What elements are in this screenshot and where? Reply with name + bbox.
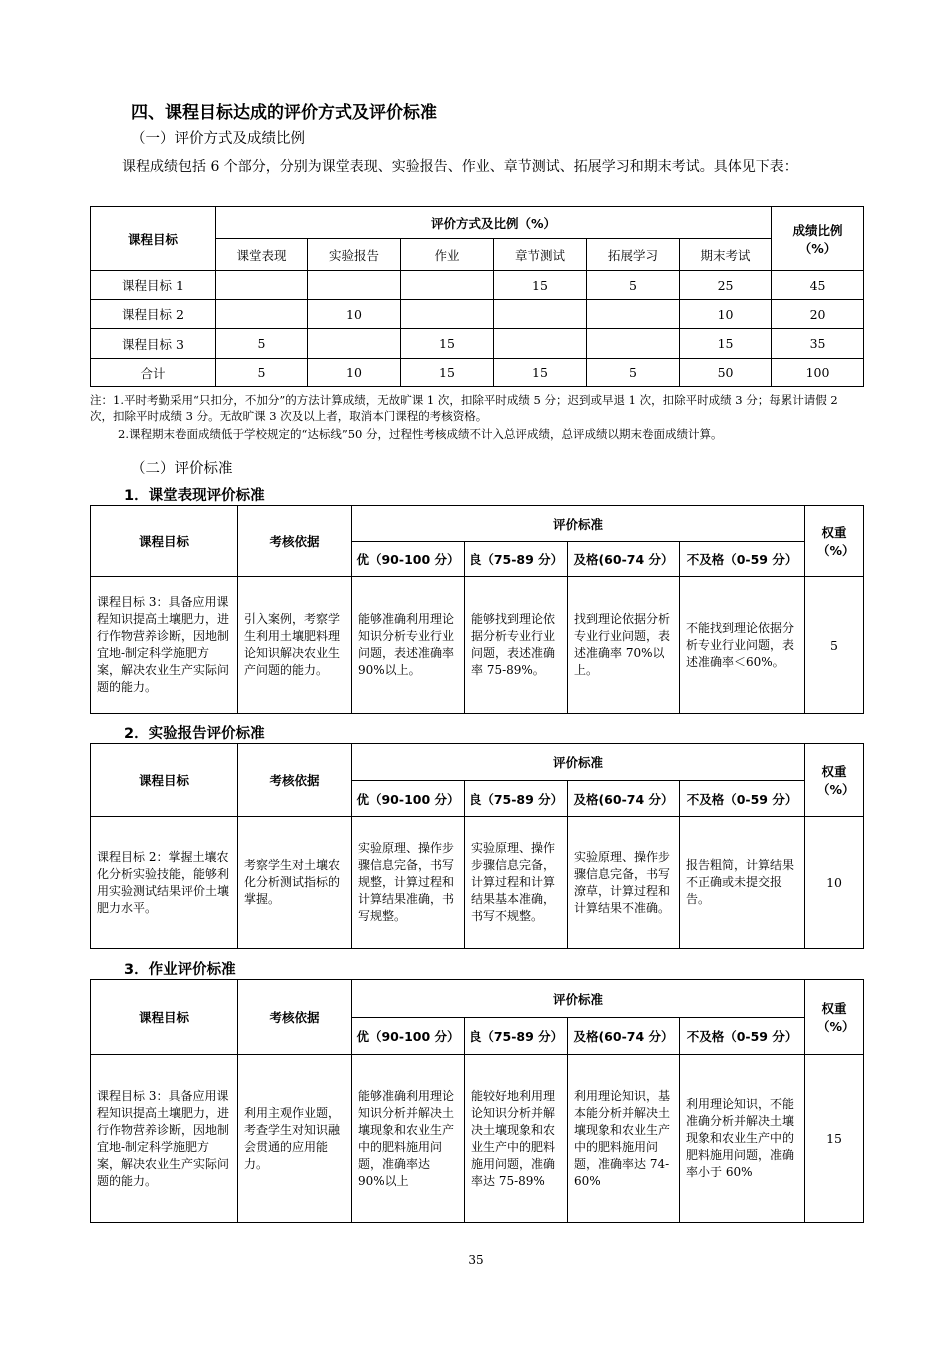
fail-cell: 报告粗简，计算结果不正确或未提交报告。 (680, 817, 805, 949)
table-cell (308, 271, 401, 300)
table-cell: 15 (401, 359, 494, 387)
table-row (91, 1055, 864, 1223)
table-row (91, 329, 864, 359)
table-row (91, 817, 864, 949)
row-label: 课程目标 2 (91, 300, 216, 329)
target-cell: 课程目标 3：具备应用课程知识提高土壤肥力，进行作物营养诊断，因地制宜地-制定科学施肥方案，解决农业生产实际问题的能力。 (91, 577, 238, 714)
table-cell: 50 (680, 359, 772, 387)
note-attendance: 注：1.平时考勤采用“只扣分，不加分”的方法计算成绩，无故旷课 1 次，扣除平时成绩 5 分；迟到或早退 1 次，扣除平时成绩 3 分；每累计请假 2 次，扣除平时成绩 3 分。无故旷课 3 次及以上者，取消本门课程的考核资格。 (90, 393, 838, 423)
note-final-exam: 2.课程期末卷面成绩低于学校规定的“达标线”50 分，过程性考核成绩不计入总评成绩，总评成绩以期末卷面成绩计算。 (118, 427, 723, 441)
pass-cell: 找到理论依据分析专业行业问题，表述准确率 70%以上。 (568, 577, 680, 714)
page-number: 35 (468, 1253, 484, 1267)
table-cell: 5 (587, 359, 680, 387)
section-title: 四、课程目标达成的评价方式及评价标准 (131, 103, 437, 123)
intro-paragraph: 课程成绩包括 6 个部分，分别为课堂表现、实验报告、作业、章节测试、拓展学习和期末考试。具体见下表： (122, 159, 798, 175)
table-cell: 15 (494, 271, 587, 300)
table-cell: 15 (401, 329, 494, 359)
classroom-criteria-table (90, 505, 864, 714)
header-course-target: 课程目标 (91, 506, 238, 577)
lab-report-criteria-title: 2．实验报告评价标准 (124, 726, 265, 742)
table-row (91, 359, 864, 387)
header-basis: 考核依据 (238, 980, 352, 1055)
homework-criteria-table (90, 979, 864, 1223)
excellent-cell: 能够准确利用理论知识分析并解决土壤现象和农业生产中的肥料施用问题，准确率达 90%以上 (352, 1055, 465, 1223)
header-fail: 不及格（0-59 分） (680, 542, 805, 577)
table-cell (587, 329, 680, 359)
table-cell: 5 (216, 329, 308, 359)
header-pass: 及格(60-74 分） (568, 1018, 680, 1055)
fail-cell: 利用理论知识，不能准确分析并解决土壤现象和农业生产中的肥料施用问题，准确率小于 60% (680, 1055, 805, 1223)
classroom-criteria-title: 1．课堂表现评价标准 (124, 488, 265, 504)
table-cell (216, 271, 308, 300)
header-course-target: 课程目标 (91, 207, 216, 271)
weight-cell: 5 (805, 577, 864, 714)
excellent-cell: 能够准确利用理论知识分析专业行业问题，表述准确率 90%以上。 (352, 577, 465, 714)
homework-criteria-title: 3．作业评价标准 (124, 962, 236, 978)
table-cell: 45 (772, 271, 864, 300)
table-cell: 25 (680, 271, 772, 300)
header-excellent: 优（90-100 分） (352, 781, 465, 817)
good-cell: 能较好地利用理论知识分析并解决土壤现象和农业生产中的肥料施用问题，准确率达 75-89% (465, 1055, 568, 1223)
header-pass: 及格(60-74 分） (568, 781, 680, 817)
header-criteria: 评价标准 (352, 980, 805, 1018)
target-cell: 课程目标 3：具备应用课程知识提高土壤肥力，进行作物营养诊断，因地制宜地-制定科学施肥方案，解决农业生产实际问题的能力。 (91, 1055, 238, 1223)
col-header: 期末考试 (680, 239, 772, 271)
table-cell: 5 (587, 271, 680, 300)
table-cell: 20 (772, 300, 864, 329)
row-label: 课程目标 3 (91, 329, 216, 359)
header-weight: 权重（%） (805, 506, 864, 577)
table-cell (401, 300, 494, 329)
header-weight: 权重（%） (805, 744, 864, 817)
pass-cell: 利用理论知识，基本能分析并解决土壤现象和农业生产中的肥料施用问题，准确率达 74-60% (568, 1055, 680, 1223)
good-cell: 能够找到理论依据分析专业行业问题，表述准确率 75-89%。 (465, 577, 568, 714)
table-cell (587, 300, 680, 329)
basis-cell: 利用主观作业题，考查学生对知识融会贯通的应用能力。 (238, 1055, 352, 1223)
col-header: 章节测试 (494, 239, 587, 271)
lab-report-criteria-table (90, 743, 864, 949)
table-row (91, 577, 864, 714)
table-cell: 15 (494, 359, 587, 387)
fail-cell: 不能找到理论依据分析专业行业问题，表述准确率＜60%。 (680, 577, 805, 714)
header-fail: 不及格（0-59 分） (680, 781, 805, 817)
header-good: 良（75-89 分） (465, 1018, 568, 1055)
header-basis: 考核依据 (238, 744, 352, 817)
excellent-cell: 实验原理、操作步骤信息完备，书写规整，计算过程和计算结果准确，书写规整。 (352, 817, 465, 949)
table-cell: 100 (772, 359, 864, 387)
table-cell: 10 (308, 359, 401, 387)
header-fail: 不及格（0-59 分） (680, 1018, 805, 1055)
table-cell: 10 (308, 300, 401, 329)
header-good: 良（75-89 分） (465, 781, 568, 817)
basis-cell: 考察学生对土壤农化分析测试指标的掌握。 (238, 817, 352, 949)
header-score-ratio: 成绩比例（%） (772, 207, 864, 271)
basis-cell: 引入案例，考察学生利用土壤肥料理论知识解决农业生产问题的能力。 (238, 577, 352, 714)
table-cell (494, 300, 587, 329)
table-cell: 10 (680, 300, 772, 329)
table-row (91, 271, 864, 300)
good-cell: 实验原理、操作步骤信息完备，计算过程和计算结果基本准确，书写不规整。 (465, 817, 568, 949)
header-good: 良（75-89 分） (465, 542, 568, 577)
col-header: 实验报告 (308, 239, 401, 271)
table-cell: 5 (216, 359, 308, 387)
row-label: 课程目标 1 (91, 271, 216, 300)
header-eval-methods: 评价方式及比例（%） (216, 207, 772, 239)
col-header: 作业 (401, 239, 494, 271)
header-pass: 及格(60-74 分） (568, 542, 680, 577)
header-criteria: 评价标准 (352, 744, 805, 781)
header-course-target: 课程目标 (91, 980, 238, 1055)
header-criteria: 评价标准 (352, 506, 805, 542)
header-weight: 权重（%） (805, 980, 864, 1055)
col-header: 拓展学习 (587, 239, 680, 271)
target-cell: 课程目标 2：掌握土壤农化分析实验技能，能够利用实验测试结果评价土壤肥力水平。 (91, 817, 238, 949)
subsection-title-criteria: （二）评价标准 (131, 461, 233, 477)
header-course-target: 课程目标 (91, 744, 238, 817)
table-cell (494, 329, 587, 359)
weight-cell: 15 (805, 1055, 864, 1223)
col-header: 课堂表现 (216, 239, 308, 271)
row-label: 合计 (91, 359, 216, 387)
table-cell: 15 (680, 329, 772, 359)
header-excellent: 优（90-100 分） (352, 1018, 465, 1055)
table-cell: 35 (772, 329, 864, 359)
weight-cell: 10 (805, 817, 864, 949)
table-cell (216, 300, 308, 329)
score-ratio-table (90, 206, 864, 387)
table-row (91, 300, 864, 329)
table-cell (308, 329, 401, 359)
header-basis: 考核依据 (238, 506, 352, 577)
subsection-title-methods: （一）评价方式及成绩比例 (131, 131, 305, 147)
pass-cell: 实验原理、操作步骤信息完备，书写潦草，计算过程和计算结果不准确。 (568, 817, 680, 949)
table-cell (401, 271, 494, 300)
header-excellent: 优（90-100 分） (352, 542, 465, 577)
